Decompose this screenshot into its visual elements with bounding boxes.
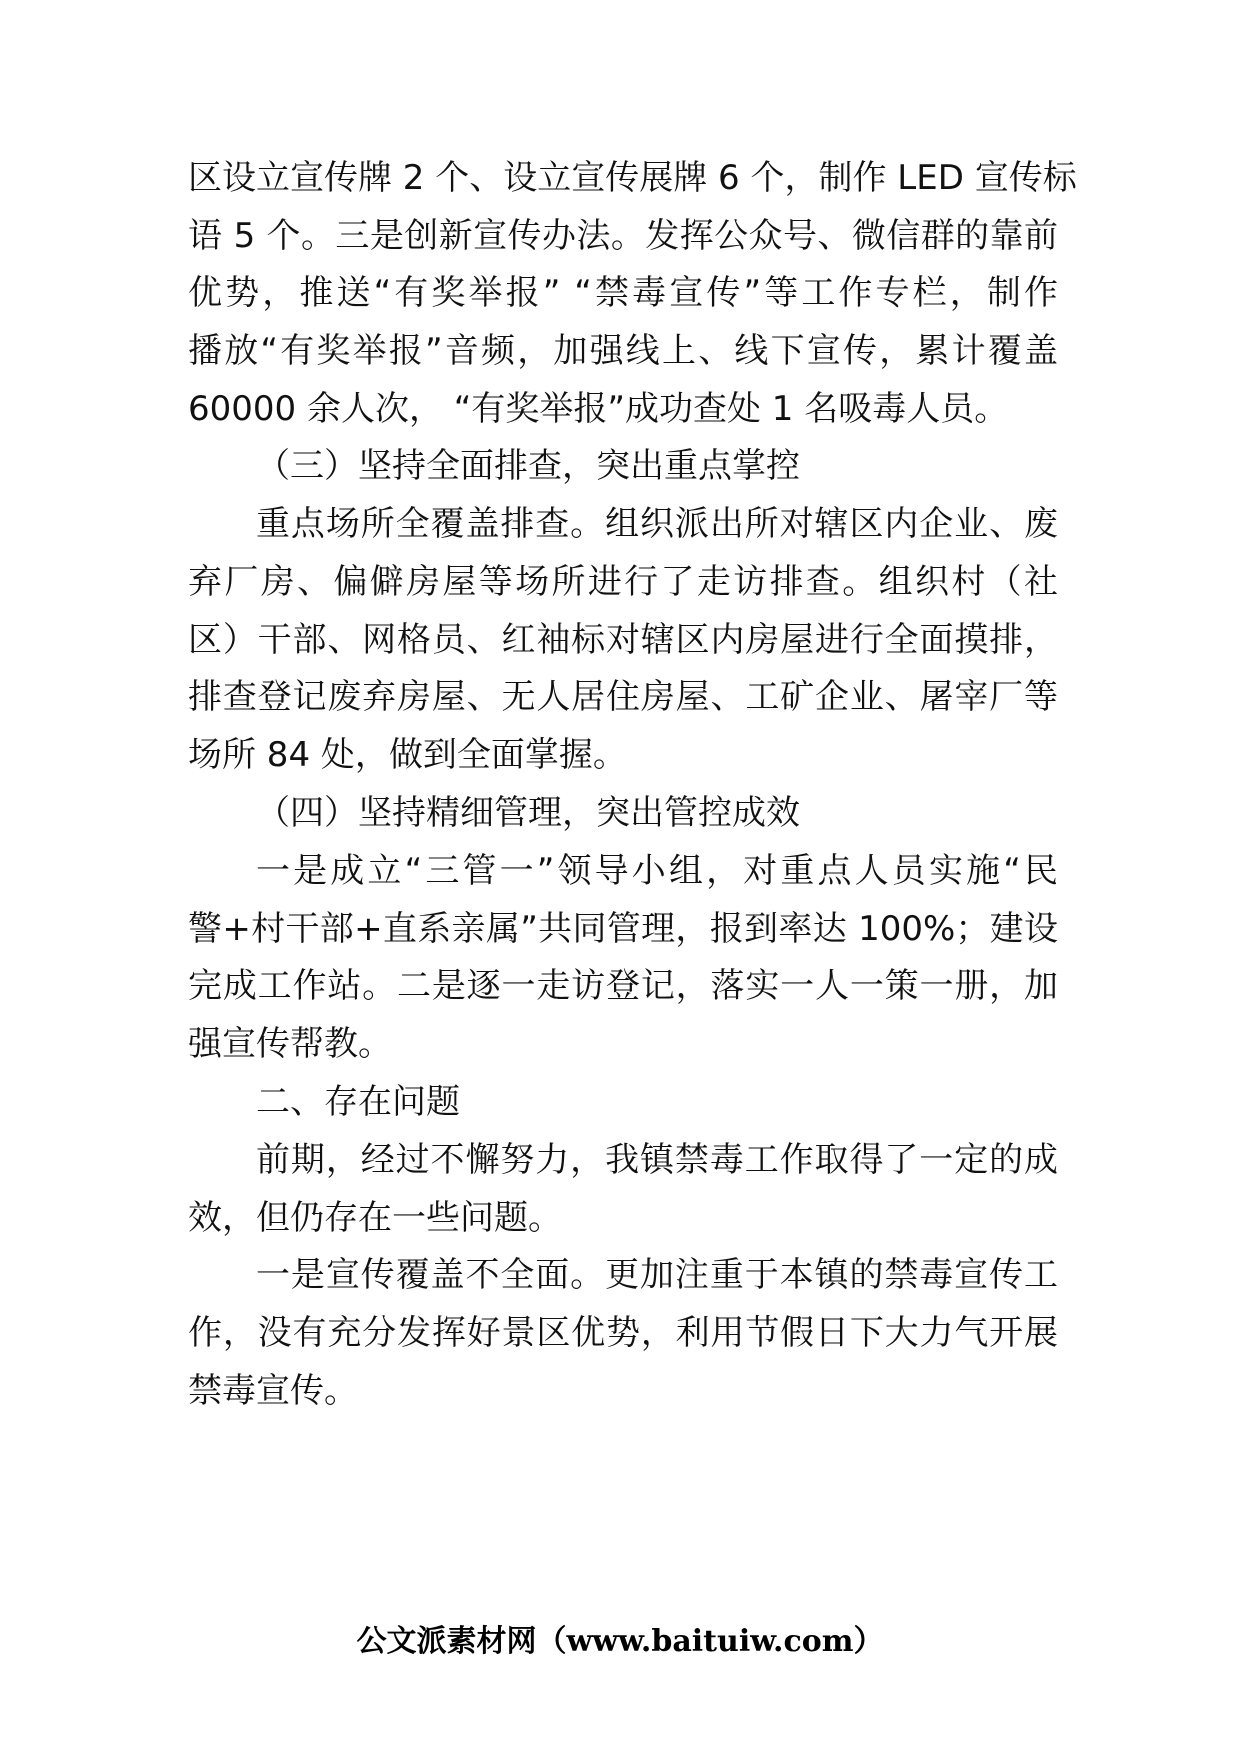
section-heading: （三）坚持全面排查，突出重点掌控 — [256, 446, 800, 486]
paragraph-line: 一是宣传覆盖不全面。更加注重于本镇的禁毒宣传工 — [256, 1255, 1058, 1295]
paragraph-line: 播放“有奖举报”音频，加强线上、线下宣传，累计覆盖 — [188, 331, 1058, 371]
paragraph-line: 区）干部、网格员、红袖标对辖区内房屋进行全面摸排， — [188, 620, 1058, 660]
paragraph-line: 排查登记废弃房屋、无人居住房屋、工矿企业、屠宰厂等 — [188, 677, 1058, 717]
paragraph-line: 作，没有充分发挥好景区优势，利用节假日下大力气开展 — [188, 1313, 1058, 1353]
paragraph-line: 效，但仍存在一些问题。 — [188, 1198, 562, 1238]
paragraph-line: 60000 余人次， “有奖举报”成功查处 1 名吸毒人员。 — [188, 389, 1009, 429]
paragraph-line: 优势，推送“有奖举报” “禁毒宣传”等工作专栏，制作 — [188, 273, 1058, 313]
paragraph-line: 重点场所全覆盖排查。组织派出所对辖区内企业、废 — [256, 504, 1058, 544]
paragraph-line: 禁毒宣传。 — [188, 1371, 358, 1411]
paragraph-line: 警+村干部+直系亲属”共同管理，报到率达 100%；建设 — [188, 909, 1058, 949]
paragraph-line: 完成工作站。二是逐一走访登记，落实一人一策一册，加 — [188, 966, 1058, 1006]
section-heading: （四）坚持精细管理，突出管控成效 — [256, 793, 800, 833]
paragraph-line: 场所 84 处，做到全面掌握。 — [188, 735, 627, 775]
paragraph-line: 语 5 个。三是创新宣传办法。发挥公众号、微信群的靠前 — [188, 216, 1058, 256]
section-heading: 二、存在问题 — [256, 1082, 460, 1122]
paragraph-line: 一是成立“三管一”领导小组，对重点人员实施“民 — [256, 851, 1058, 891]
paragraph-line: 区设立宣传牌 2 个、设立宣传展牌 6 个，制作 LED 宣传标 — [188, 158, 1077, 198]
footer-source: 公文派素材网（www.baituiw.com） — [356, 1624, 884, 1659]
paragraph-line: 强宣传帮教。 — [188, 1024, 392, 1064]
paragraph-line: 前期，经过不懈努力，我镇禁毒工作取得了一定的成 — [256, 1140, 1058, 1180]
paragraph-line: 弃厂房、偏僻房屋等场所进行了走访排查。组织村（社 — [188, 562, 1058, 602]
